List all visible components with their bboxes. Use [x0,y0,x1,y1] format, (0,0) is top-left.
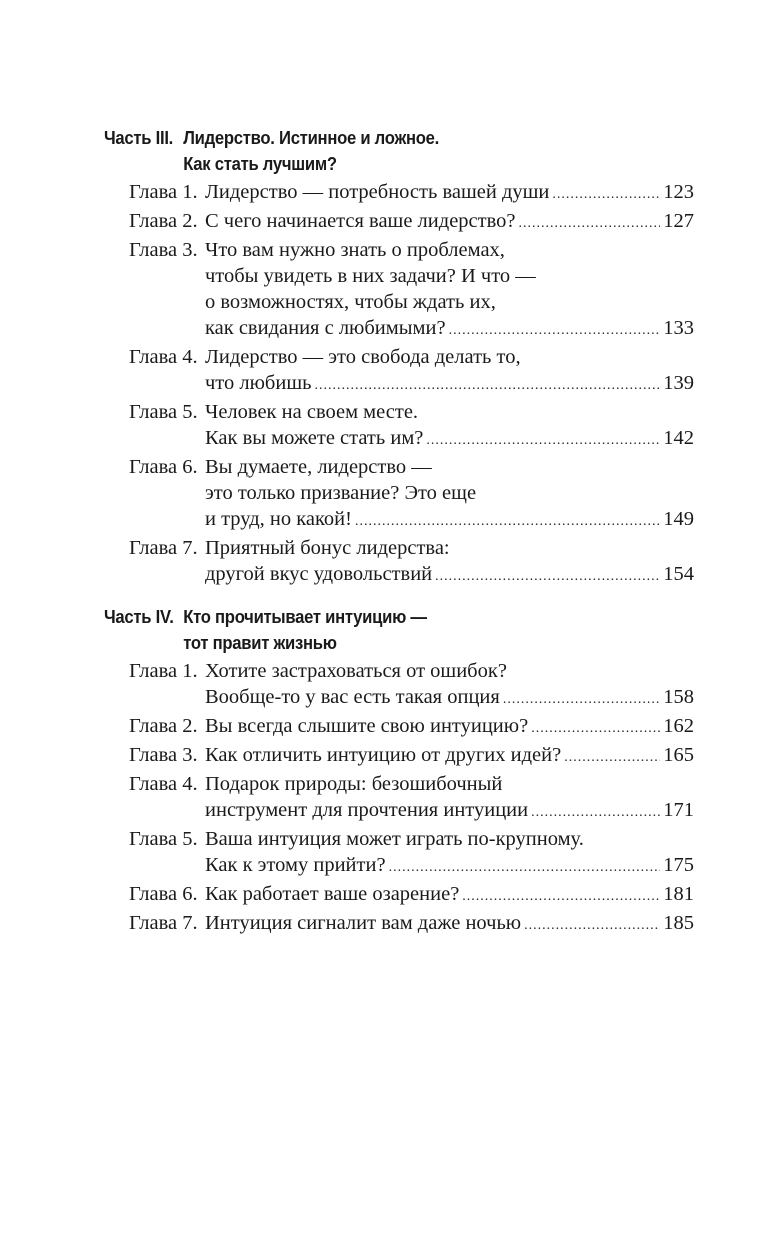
chapter-title-line: чтобы увидеть в них задачи? И что — [205,265,536,287]
chapter-title [205,713,694,742]
chapter-title-line: Интуиция сигналит вам даже ночью [205,912,522,934]
chapter-entry [129,344,694,399]
chapter-title [205,826,694,881]
chapter-label: Глава 3. [129,744,198,766]
page-number: 185 [663,912,694,934]
chapter-title [205,881,694,910]
chapter-title-last-line [205,208,694,237]
page-number: 158 [663,686,694,708]
dot-leader [314,373,660,399]
chapter-list [104,658,694,939]
chapter-title-line: Что вам нужно знать о проблемах, [205,239,505,261]
chapter-title-last-line [205,797,694,826]
chapter-title-line: как свидания с любимыми? [205,317,446,339]
chapter-entry [129,910,694,939]
chapter-entry [129,454,694,535]
chapter-label: Глава 6. [129,456,198,478]
chapter-title-line: Как вы можете стать им? [205,427,424,449]
chapter-label: Глава 1. [129,181,198,203]
dot-leader [389,855,661,881]
dot-leader [449,318,661,344]
chapter-label: Глава 7. [129,537,198,559]
page-number: 142 [663,427,694,449]
chapter-title-line: Вообще-то у вас есть такая опция [205,686,500,708]
chapter-title-last-line [205,370,694,399]
chapter-label: Глава 1. [129,660,198,682]
chapter-title [205,208,694,237]
chapter-title-line: и труд, но какой! [205,508,352,530]
page-number: 149 [663,508,694,530]
chapter-entry [129,826,694,881]
chapter-title-last-line [205,684,694,713]
table-of-contents [104,125,694,949]
page-number: 181 [663,883,694,905]
part-title [183,604,427,656]
chapter-label: Глава 3. [129,239,198,261]
chapter-title-line: Хотите застраховаться от ошибок? [205,660,507,682]
chapter-title-last-line [205,425,694,454]
page-number: 133 [663,317,694,339]
page-number: 175 [663,854,694,876]
page-number: 154 [663,563,694,585]
chapter-entry [129,208,694,237]
chapter-title [205,399,694,454]
chapter-title-line: Человек на своем месте. [205,401,419,423]
dot-leader [462,884,660,910]
chapter-title-line: Как работает ваше озарение? [205,883,460,905]
chapter-title-last-line [205,852,694,881]
chapter-list [104,179,694,590]
chapter-title [205,910,694,939]
chapter-label: Глава 2. [129,210,198,232]
part-label: Часть IV. [104,606,174,627]
chapter-label: Глава 2. [129,715,198,737]
chapter-title-line: инструмент для прочтения интуиции [205,799,529,821]
chapter-label: Глава 4. [129,773,198,795]
chapter-title-line: Как отличить интуицию от других идей? [205,744,562,766]
chapter-title-last-line [205,315,694,344]
toc-part [104,125,694,590]
chapter-title-line: Ваша интуиция может играть по-крупному. [205,828,584,850]
chapter-title [205,237,694,344]
chapter-entry [129,742,694,771]
part-title-line: Лидерство. Истинное и ложное. [183,127,440,148]
dot-leader [552,182,660,208]
part-title-line: Как стать лучшим? [183,153,337,174]
chapter-entry [129,881,694,910]
page-number: 162 [663,715,694,737]
chapter-label: Глава 5. [129,401,198,423]
chapter-title-line: другой вкус удовольствий [205,563,433,585]
chapter-title-last-line [205,910,694,939]
chapter-entry [129,179,694,208]
chapter-label: Глава 4. [129,346,198,368]
page-number: 123 [663,181,694,203]
dot-leader [531,800,660,826]
chapter-title-line: о возможностях, чтобы ждать их, [205,291,496,313]
chapter-title-last-line [205,561,694,590]
page-number: 165 [663,744,694,766]
chapter-title-last-line [205,506,694,535]
dot-leader [524,913,660,939]
part-title-line: тот правит жизнью [183,632,337,653]
chapter-title-line: Вы думаете, лидерство — [205,456,432,478]
page-number: 127 [663,210,694,232]
page-number: 171 [663,799,694,821]
chapter-title-line: это только призвание? Это еще [205,482,477,504]
chapter-title-line: Вы всегда слышите свою интуицию? [205,715,529,737]
chapter-title-line: что любишь [205,372,312,394]
dot-leader [518,211,660,237]
dot-leader [564,745,660,771]
dot-leader [503,687,660,713]
part-heading [104,604,693,656]
chapter-title-line: С чего начинается ваше лидерство? [205,210,516,232]
dot-leader [355,509,660,535]
chapter-title-line: Лидерство — это свобода делать то, [205,346,521,368]
chapter-title [205,344,694,399]
chapter-entry [129,713,694,742]
chapter-title-line: Лидерство — потребность вашей души [205,181,550,203]
chapter-entry [129,535,694,590]
chapter-title-last-line [205,881,694,910]
chapter-entry [129,237,694,344]
chapter-entry [129,399,694,454]
page-number: 139 [663,372,694,394]
chapter-title [205,658,694,713]
chapter-title-line: Приятный бонус лидерства: [205,537,450,559]
chapter-title [205,179,694,208]
chapter-title-last-line [205,742,694,771]
part-title-line: Кто прочитывает интуицию — [183,606,427,627]
part-heading [104,125,693,177]
chapter-title [205,454,694,535]
toc-part [104,604,694,939]
chapter-title [205,742,694,771]
chapter-title-line: Подарок природы: безошибочный [205,773,503,795]
chapter-label: Глава 7. [129,912,198,934]
part-title [183,125,439,177]
chapter-label: Глава 5. [129,828,198,850]
chapter-title [205,535,694,590]
part-label: Часть III. [104,127,174,148]
dot-leader [531,716,660,742]
chapter-title-last-line [205,179,694,208]
chapter-label: Глава 6. [129,883,198,905]
chapter-title-line: Как к этому прийти? [205,854,386,876]
dot-leader [426,428,660,454]
chapter-title-last-line [205,713,694,742]
chapter-entry [129,771,694,826]
chapter-title [205,771,694,826]
chapter-entry [129,658,694,713]
dot-leader [435,564,660,590]
